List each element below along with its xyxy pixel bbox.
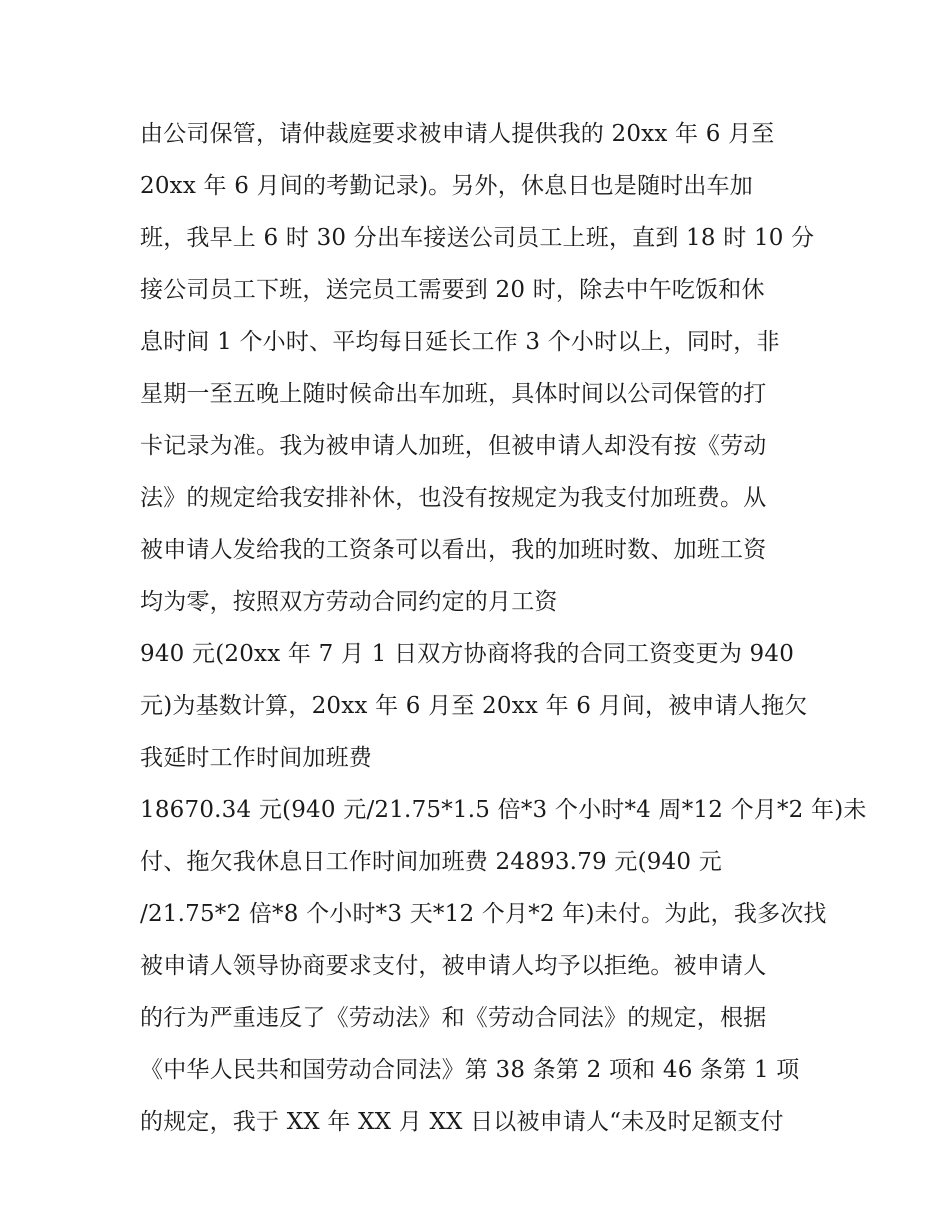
text-line: 被申请人领导协商要求支付，被申请人均予以拒绝。被申请人 bbox=[140, 953, 767, 979]
text-line: 接公司员工下班，送完员工需要到 20 时，除去中午吃饭和休 bbox=[140, 277, 765, 303]
text-line: 940 元(20xx 年 7 月 1 日双方协商将我的合同工资变更为 940 bbox=[140, 641, 795, 667]
text-line: 息时间 1 个小时、平均每日延长工作 3 个小时以上，同时，非 bbox=[140, 329, 780, 355]
text-line: 被申请人发给我的工资条可以看出，我的加班时数、加班工资 bbox=[140, 537, 767, 563]
text-line: 均为零，按照双方劳动合同约定的月工资 bbox=[140, 589, 558, 615]
text-line: 元)为基数计算，20xx 年 6 月至 20xx 年 6 月间，被申请人拖欠 bbox=[140, 693, 808, 719]
text-line: 的行为严重违反了《劳动法》和《劳动合同法》的规定，根据 bbox=[140, 1005, 767, 1031]
text-line: 班，我早上 6 时 30 分出车接送公司员工上班，直到 18 时 10 分 bbox=[140, 225, 815, 251]
text-line: 法》的规定给我安排补休，也没有按规定为我支付加班费。从 bbox=[140, 485, 767, 511]
text-line: 由公司保管，请仲裁庭要求被申请人提供我的 20xx 年 6 月至 bbox=[140, 121, 775, 147]
text-line: /21.75*2 倍*8 个小时*3 天*12 个月*2 年)未付。为此，我多次找 bbox=[140, 901, 827, 927]
text-line: 我延时工作时间加班费 bbox=[140, 745, 372, 771]
text-line: 付、拖欠我休息日工作时间加班费 24893.79 元(940 元 bbox=[140, 849, 722, 875]
text-line: 18670.34 元(940 元/21.75*1.5 倍*3 个小时*4 周*12 个月*2 年)未 bbox=[140, 797, 867, 823]
document-body bbox=[140, 108, 867, 1148]
text-line: 20xx 年 6 月间的考勤记录)。另外，休息日也是随时出车加 bbox=[140, 173, 753, 199]
text-line: 星期一至五晚上随时候命出车加班，具体时间以公司保管的打 bbox=[140, 381, 767, 407]
text-line: 《中华人民共和国劳动合同法》第 38 条第 2 项和 46 条第 1 项 bbox=[140, 1057, 800, 1083]
text-line: 的规定，我于 XX 年 XX 月 XX 日以被申请人“未及时足额支付 bbox=[140, 1109, 784, 1135]
text-line: 卡记录为准。我为被申请人加班，但被申请人却没有按《劳动 bbox=[140, 433, 767, 459]
